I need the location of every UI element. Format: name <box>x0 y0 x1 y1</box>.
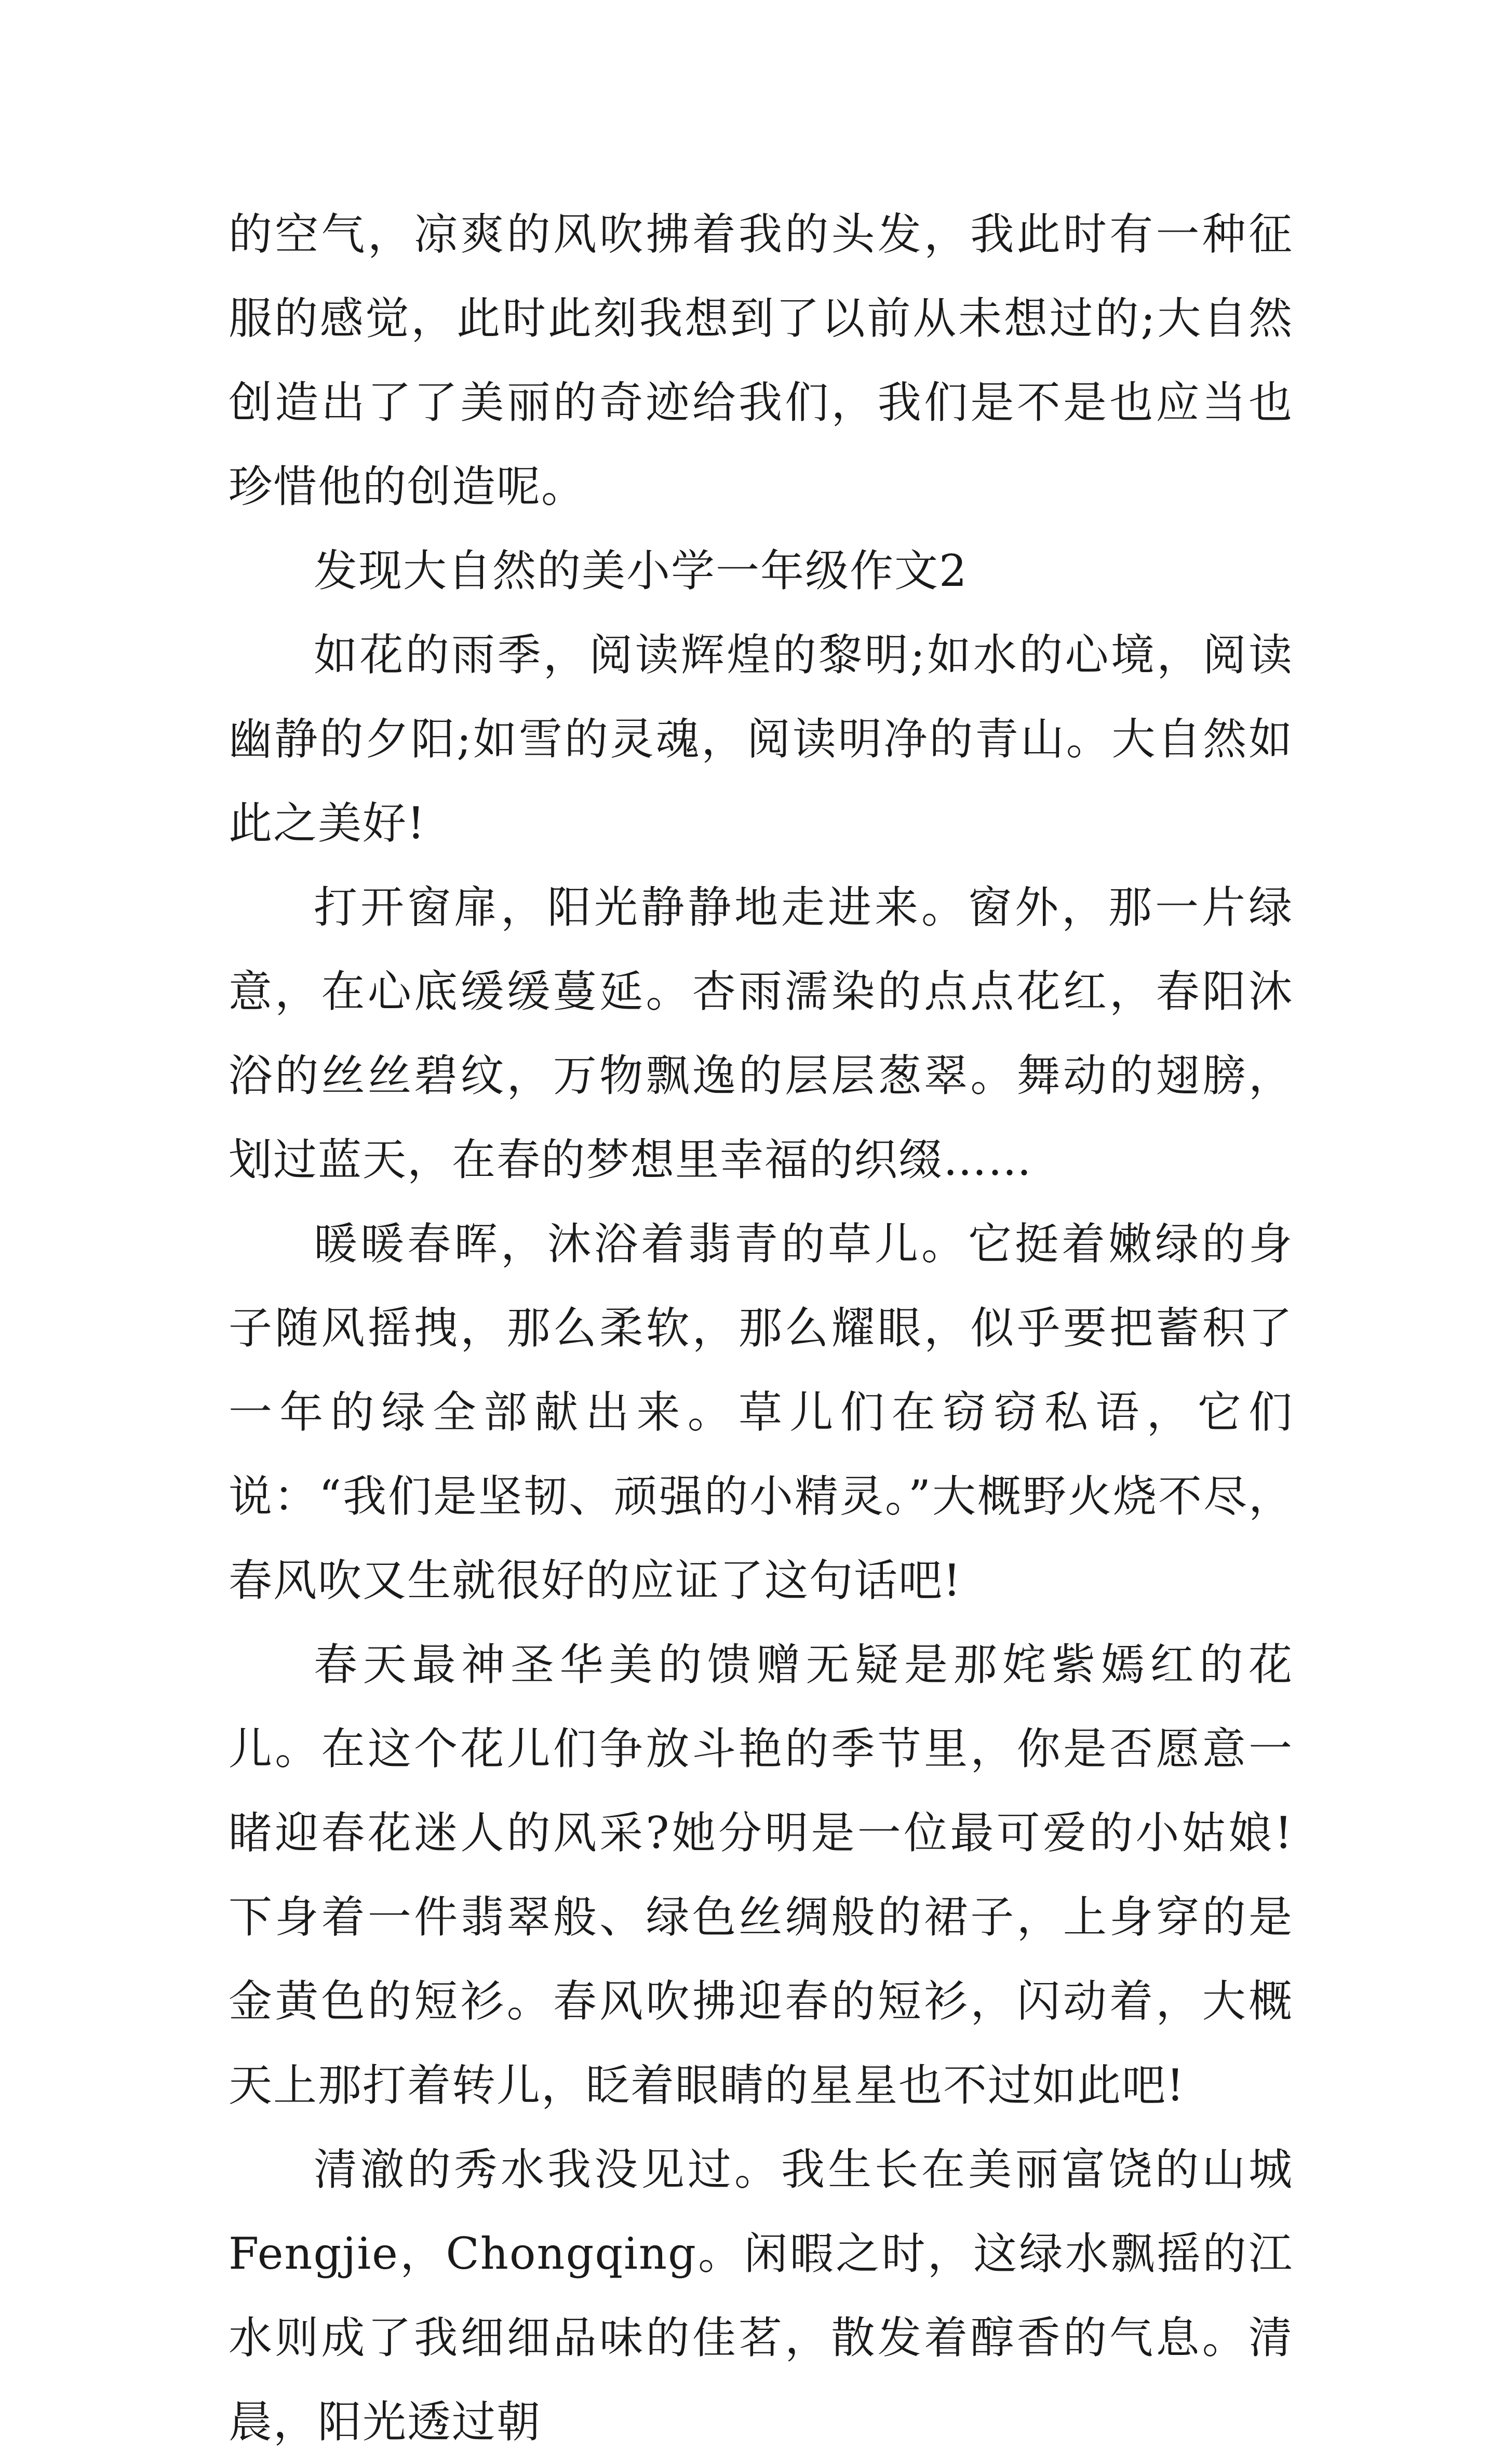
paragraph: 如花的雨季，阅读辉煌的黎明;如水的心境，阅读幽静的夕阳;如雪的灵魂，阅读明净的青山。大自然如此之美好! <box>229 630 1293 849</box>
paragraph: 打开窗扉，阳光静静地走进来。窗外，那一片绿意，在心底缓缓蔓延。杏雨濡染的点点花红，春阳沐浴的丝丝碧纹，万物飘逸的层层葱翠。舞动的翅膀，划过蓝天，在春的梦想里幸福的织缀…… <box>229 882 1293 1185</box>
paragraph: 春天最神圣华美的馈赠无疑是那姹紫嫣红的花儿。在这个花儿们争放斗艳的季节里，你是否愿意一睹迎春花迷人的风采?她分明是一位最可爱的小姑娘!下身着一件翡翠般、绿色丝绸般的裙子，上身穿的是金黄色的短衫。春风吹拂迎春的短衫，闪动着，大概天上那打着转儿，眨着眼睛的星星也不过如此吧! <box>229 1639 1293 2111</box>
paragraph: 清澈的秀水我没见过。我生长在美丽富饶的山城Fengjie，Chongqing。闲暇之时，这绿水飘摇的江水则成了我细细品味的佳茗，散发着醇香的气息。清晨，阳光透过朝 <box>229 2144 1293 2447</box>
paragraph: 暖暖春晖，沐浴着翡青的草儿。它挺着嫩绿的身子随风摇拽，那么柔软，那么耀眼，似乎要把蓄积了一年的绿全部献出来。草儿们在窃窃私语，它们说：“我们是坚韧、顽强的小精灵。”大概野火烧不尽，春风吹又生就很好的应证了这句话吧! <box>229 1218 1293 1606</box>
essay-title: 发现大自然的美小学一年级作文2 <box>314 545 968 596</box>
document-page <box>229 192 1293 2464</box>
paragraph-continuation: 的空气，凉爽的风吹拂着我的头发，我此时有一种征服的感觉，此时此刻我想到了以前从未想过的;大自然创造出了了美丽的奇迹给我们，我们是不是也应当也珍惜他的创造呢。 <box>229 209 1293 512</box>
